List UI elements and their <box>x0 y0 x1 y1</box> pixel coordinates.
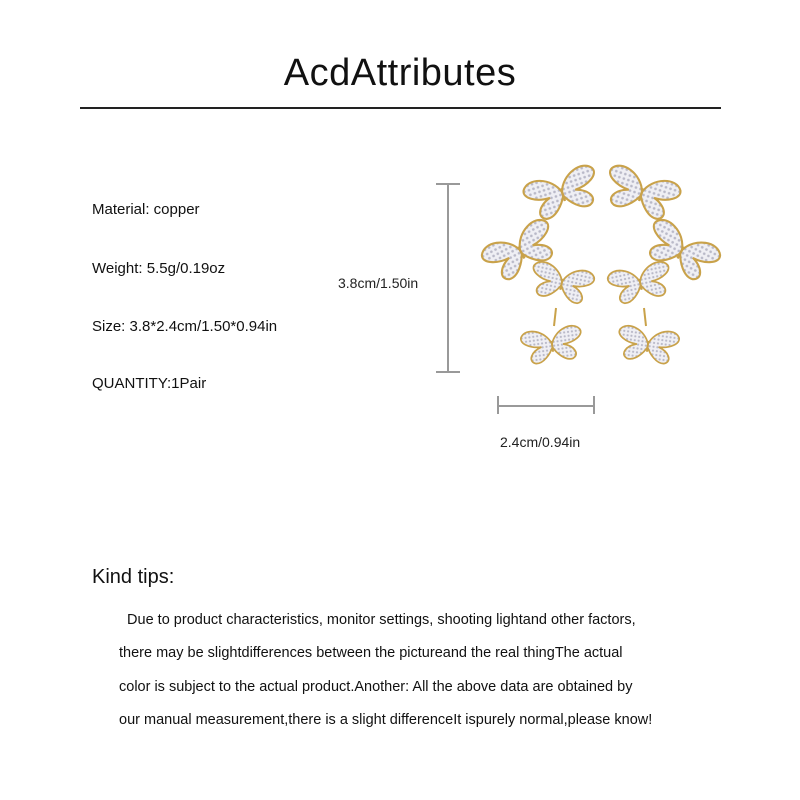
butterfly-earrings-image <box>470 158 732 378</box>
height-dimension-label: 3.8cm/1.50in <box>338 275 419 291</box>
tip-line: color is subject to the actual product.Another: All the above data are obtained by <box>119 679 633 695</box>
spec-quantity: QUANTITY:1Pair <box>92 375 207 392</box>
page-title: AcdAttributes <box>283 52 517 94</box>
tip-line: Due to product characteristics, monitor settings, shooting lightand other factors, <box>119 612 636 628</box>
title-divider <box>80 107 721 109</box>
height-dimension-line <box>434 183 462 373</box>
spec-size: Size: 3.8*2.4cm/1.50*0.94in <box>92 318 278 335</box>
tip-line: our manual measurement,there is a slight differenceIt ispurely normal,please know! <box>119 712 653 728</box>
width-dimension-label: 2.4cm/0.94in <box>500 434 581 450</box>
tip-line: there may be slightdifferences between the pictureand the real thingThe actual <box>119 645 623 661</box>
kind-tips-heading: Kind tips: <box>92 566 175 588</box>
spec-weight: Weight: 5.5g/0.19oz <box>92 260 226 277</box>
spec-material: Material: copper <box>92 201 200 218</box>
width-dimension-line <box>497 396 595 416</box>
